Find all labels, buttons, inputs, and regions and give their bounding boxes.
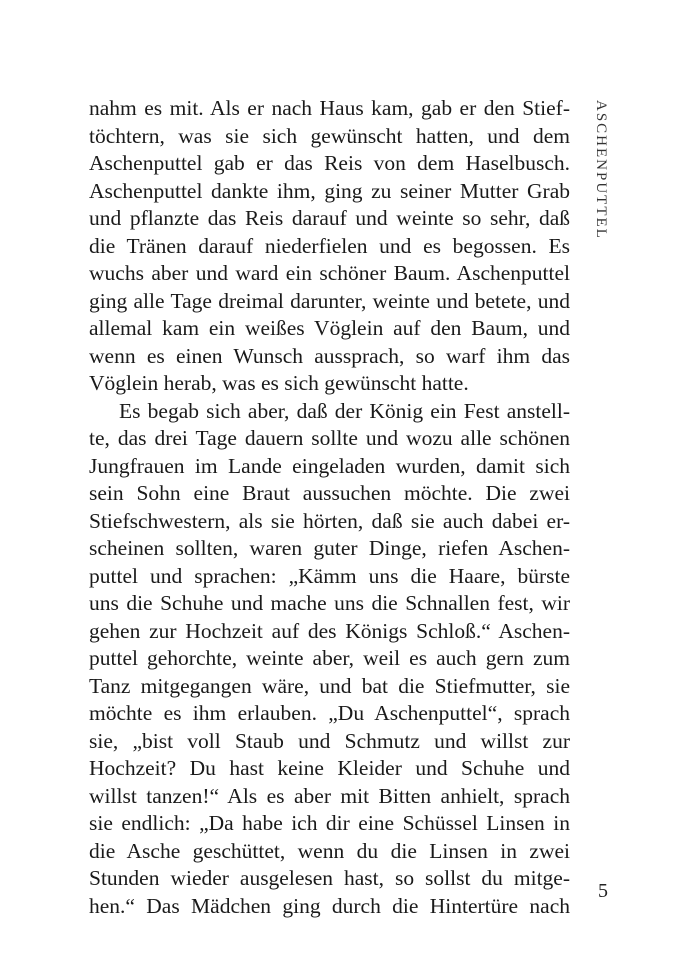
text-line: sein Sohn eine Braut aussuchen möchte. Die zwei bbox=[89, 480, 570, 508]
text-line: Aschenputtel gab er das Reis von dem Haselbusch. bbox=[89, 150, 570, 178]
paragraph-2 bbox=[89, 398, 570, 975]
text-line: die Tränen darauf niederfielen und es begossen. Es bbox=[89, 233, 570, 261]
page-number: 5 bbox=[598, 880, 608, 903]
text-line: Hochzeit? Du hast keine Kleider und Schuhe und bbox=[89, 755, 570, 783]
text-line: Stunden wieder ausgelesen hast, so sollst du mitge- bbox=[89, 865, 570, 893]
text-line: uns die Schuhe und mache uns die Schnallen fest, wir bbox=[89, 590, 570, 618]
text-line: gehen zur Hochzeit auf des Königs Schloß.“ Aschen- bbox=[89, 618, 570, 646]
text-line: puttel und sprachen: „Kämm uns die Haare, bürste bbox=[89, 563, 570, 591]
text-line: Aschenputtel dankte ihm, ging zu seiner Mutter Grab bbox=[89, 178, 570, 206]
text-line: allemal kam ein weißes Vöglein auf den Baum, und bbox=[89, 315, 570, 343]
text-line: die Asche geschüttet, wenn du die Linsen in zwei bbox=[89, 838, 570, 866]
text-line: te, das drei Tage dauern sollte und wozu alle schönen bbox=[89, 425, 570, 453]
paragraph-1 bbox=[89, 95, 570, 398]
text-line: puttel gehorchte, weinte aber, weil es auch gern zum bbox=[89, 645, 570, 673]
text-line: hen.“ Das Mädchen ging durch die Hintertüre nach bbox=[89, 893, 570, 921]
text-line: ging alle Tage dreimal darunter, weinte und betete, und bbox=[89, 288, 570, 316]
text-line: Stiefschwestern, als sie hörten, daß sie auch dabei er- bbox=[89, 508, 570, 536]
text-line: Jungfrauen im Lande eingeladen wurden, damit sich bbox=[89, 453, 570, 481]
text-line: wuchs aber und ward ein schöner Baum. Aschenputtel bbox=[89, 260, 570, 288]
text-line: sie, „bist voll Staub und Schmutz und willst zur bbox=[89, 728, 570, 756]
text-line: und pflanzte das Reis darauf und weinte so sehr, daß bbox=[89, 205, 570, 233]
text-line: Tanz mitgegangen wäre, und bat die Stiefmutter, sie bbox=[89, 673, 570, 701]
text-line: Vöglein herab, was es sich gewünscht hatte. bbox=[89, 370, 570, 398]
body-text bbox=[89, 95, 570, 975]
text-line: töchtern, was sie sich gewünscht hatten, und dem bbox=[89, 123, 570, 151]
text-line: nahm es mit. Als er nach Haus kam, gab er den Stief- bbox=[89, 95, 570, 123]
text-line bbox=[89, 948, 570, 975]
text-line: sie endlich: „Da habe ich dir eine Schüssel Linsen in bbox=[89, 810, 570, 838]
text-line: scheinen sollten, waren guter Dinge, riefen Aschen- bbox=[89, 535, 570, 563]
text-line: möchte es ihm erlauben. „Du Aschenputtel“, sprach bbox=[89, 700, 570, 728]
running-head: ASCHENPUTTEL bbox=[587, 100, 615, 260]
text-line bbox=[89, 920, 570, 948]
text-line: wenn es einen Wunsch aussprach, so warf ihm das bbox=[89, 343, 570, 371]
text-line: willst tanzen!“ Als es aber mit Bitten anhielt, sprach bbox=[89, 783, 570, 811]
text-line: Es begab sich aber, daß der König ein Fest anstell- bbox=[89, 398, 570, 426]
